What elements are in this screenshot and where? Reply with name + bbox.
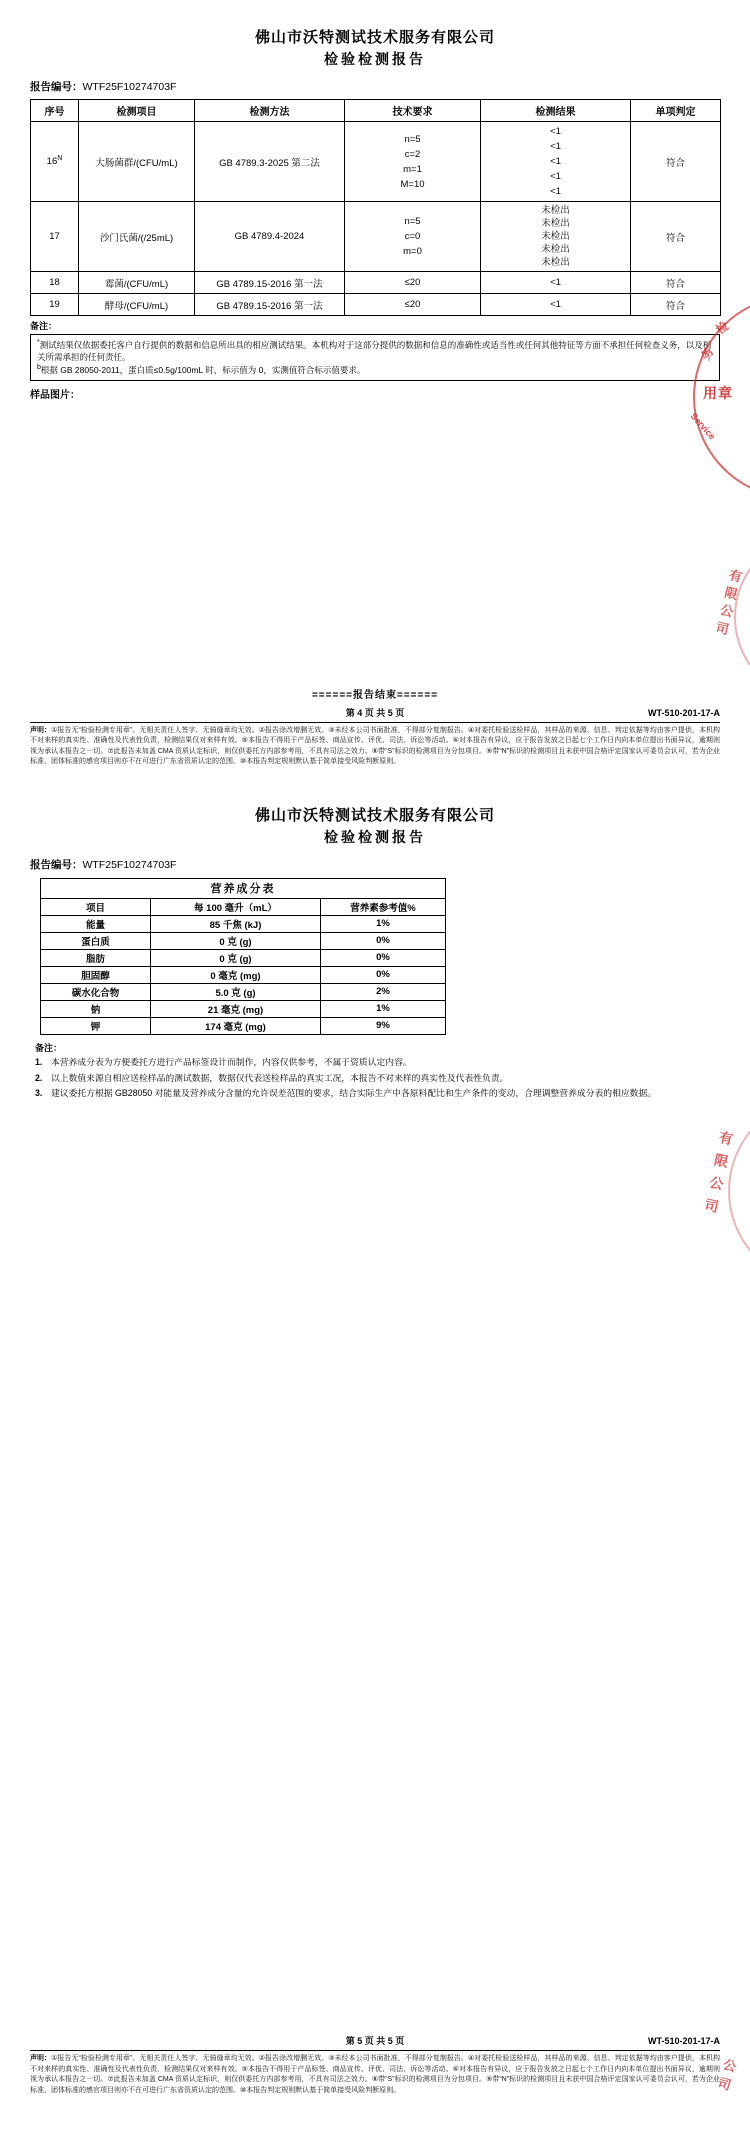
nutrient-name: 脂肪 — [41, 949, 151, 966]
page-number: 第 5 页 共 5 页 — [345, 2036, 405, 2047]
col-header-method: 检测方法 — [195, 100, 345, 122]
cell-item: 大肠菌群/(CFU/mL) — [79, 122, 195, 202]
nutrient-name: 能量 — [41, 915, 151, 932]
company-name: 佛山市沃特测试技术服务有限公司 — [254, 29, 495, 46]
cell-requirement: ≤20 — [345, 272, 481, 294]
note-1-text: 测试结果仅依据委托客户自行提供的数据和信息所出具的相应测试结果。本机构对于这部分提供的数据和信息的准确性或适当性或任何其他特征等方面不承担任何检查义务，以及相关所需承担的任何责任。 — [37, 339, 712, 363]
report-number-label: 报告编号： — [30, 858, 83, 871]
note-number: 1. — [35, 1057, 43, 1068]
nutrition-notes — [35, 1042, 715, 1100]
footer-divider — [30, 2050, 720, 2051]
note-line-1 — [37, 338, 713, 363]
note-2-marker: b — [37, 364, 41, 372]
nutrition-row-carbohydrate — [41, 983, 446, 1000]
report-number-value: WTF25F10274703F — [82, 858, 177, 871]
table-row-19 — [31, 294, 721, 316]
result-lines: <1 <1 <1 <1 <1 — [550, 126, 561, 197]
note-line-1 — [35, 1056, 715, 1068]
stamp-company-text: 有限公司 — [711, 567, 744, 641]
note-line-2 — [35, 1072, 715, 1084]
report-end-text: ======报告结束====== — [311, 689, 439, 701]
sample-image-label: 样品图片： — [30, 389, 80, 401]
col-header-verdict: 单项判定 — [631, 100, 721, 122]
result-lines: 未检出 未检出 未检出 未检出 未检出 — [541, 205, 570, 268]
cell-result — [481, 122, 631, 202]
cell-verdict: 符合 — [631, 202, 721, 272]
statement-body: ①报告无“检验检测专用章”、无相关责任人签字、无骑缝章均无效。②报告涂改增删无效。③未经本公司书面批准，不得部分复制报告。④对委托检验送检样品，其样品的来源、信息、判定依据等均由客户提供，本机构不对来样的真实性、准确性及代表性负责，检测结果仅对来样有效。⑤本报告不得用于产品标签、商品宣传、评优、司法、诉讼等活动。⑥对本报告有异议，应于报告发放之日起七个工作日内向本单位提出书面异议，逾期则视为承认本报告之一切。⑦此报告未加盖 CMA 资质认定标识，则仅供委托方内部参考用，不具有司法之效力。⑧带“S”标识的检测项目为分包项目。⑨带“N”标识的检测项目且未获中国合格评定国家认可委员会认可，若为企业标准、团体标准的感官项目则亦不在可进行广东省资质认定的范围。⑩本报告判定规则默认基于简单接受风险判断原则。 — [30, 726, 721, 766]
note-line-2 — [37, 363, 713, 376]
cell-method: GB 4789.3-2025 第二法 — [195, 122, 345, 202]
cell-seq: 19 — [31, 294, 79, 316]
statement-label: 声明： — [30, 2055, 52, 2063]
statement-text — [30, 2054, 720, 2096]
nutrient-name: 碳水化合物 — [41, 983, 151, 1000]
page-footer — [0, 2035, 750, 2048]
requirement-lines: n=5 c=0 m=0 — [403, 216, 422, 257]
stamp-company-text: 有限公司 — [700, 1129, 736, 1223]
nutrition-header-row — [41, 898, 446, 915]
nutrition-table — [40, 878, 446, 1035]
doc-code: WT-510-201-17-A — [647, 2036, 720, 2047]
cell-verdict: 符合 — [631, 294, 721, 316]
nutrient-name: 胆固醇 — [41, 966, 151, 983]
cell-item: 沙门氏菌/(/25mL) — [79, 202, 195, 272]
nutrient-nrv: 0% — [321, 932, 446, 949]
col-header-seq: 序号 — [31, 100, 79, 122]
cell-seq: 18 — [31, 272, 79, 294]
nutrient-value: 174 毫克 (mg) — [151, 1017, 321, 1034]
cell-verdict: 符合 — [631, 272, 721, 294]
stamp-arc-char: 检 — [713, 318, 732, 338]
statement-text — [30, 726, 720, 768]
report-page-5 — [0, 808, 750, 2097]
nutrition-row-protein — [41, 932, 446, 949]
table-row-16 — [31, 122, 721, 202]
blank-area — [0, 1102, 750, 2030]
seq-number: 16 — [46, 156, 58, 168]
note-text: 本营养成分表为方便委托方进行产品标签设计而制作，内容仅供参考，不属于资质认定内容。 — [51, 1057, 412, 1068]
seq-superscript: N — [57, 155, 63, 163]
doc-code: WT-510-201-17-A — [647, 707, 720, 718]
report-page-4 — [0, 0, 750, 768]
cell-result: <1 — [481, 272, 631, 294]
col-header-requirement: 技术要求 — [345, 100, 481, 122]
report-number-label: 报告编号： — [30, 81, 83, 93]
page-gap — [0, 768, 750, 808]
nutrition-col-item: 项目 — [41, 898, 151, 915]
stamp-latin-text: Service — [688, 411, 718, 442]
nutrient-nrv: 1% — [321, 915, 446, 932]
cell-method: GB 4789.15-2016 第一法 — [195, 272, 345, 294]
cell-item: 酵母/(CFU/mL) — [79, 294, 195, 316]
nutrient-value: 21 毫克 (mg) — [151, 1000, 321, 1017]
nutrition-title-row — [41, 878, 446, 898]
page-footer — [0, 707, 750, 720]
note-1-marker: * — [37, 339, 40, 346]
nutrient-value: 0 克 (g) — [151, 949, 321, 966]
notes-box — [30, 334, 720, 381]
report-title: 检验检测报告 — [324, 51, 426, 67]
note-text: 建议委托方根据 GB28050 对能量及营养成分含量的允许误差范围的要求，结合实际生产中各原料配比和生产条件的变动，合理调整营养成分表的相应数据。 — [51, 1087, 657, 1098]
nutrition-col-per100ml: 每 100 毫升（mL） — [151, 898, 321, 915]
nutrition-row-potassium — [41, 1017, 446, 1034]
note-2-text: 根据 GB 28050-2011，蛋白质≤0.5g/100mL 时，标示值为 0，实测值符合标示值要求。 — [40, 365, 366, 376]
cell-result — [481, 202, 631, 272]
nutrient-nrv: 2% — [321, 983, 446, 1000]
col-header-item: 检测项目 — [79, 100, 195, 122]
cell-requirement — [345, 202, 481, 272]
nutrient-name: 蛋白质 — [41, 932, 151, 949]
nutrient-value: 5.0 克 (g) — [151, 983, 321, 1000]
nutrient-nrv: 0% — [321, 949, 446, 966]
nutrition-row-cholesterol — [41, 966, 446, 983]
report-number-line — [30, 859, 720, 872]
nutrition-row-energy — [41, 915, 446, 932]
page-number: 第 4 页 共 5 页 — [345, 707, 405, 718]
footer-divider — [30, 722, 720, 723]
nutrition-col-nrv: 营养素参考值% — [321, 898, 446, 915]
cell-item: 霉菌/(CFU/mL) — [79, 272, 195, 294]
note-text: 以上数值来源自相应送检样品的测试数据，数据仅代表送检样品的真实工况，本报告不对来样的真实性及代表性负责。 — [51, 1072, 509, 1083]
cell-result: <1 — [481, 294, 631, 316]
report-number-line — [30, 81, 720, 94]
nutrient-nrv: 1% — [321, 1000, 446, 1017]
nutrient-nrv: 9% — [321, 1017, 446, 1034]
stamp-center-text: 用章 — [703, 385, 733, 401]
results-header-row — [31, 100, 721, 122]
stamp-company-text: 公司 — [713, 2056, 738, 2098]
notes-label: 备注： — [30, 321, 58, 331]
report-title: 检验检测报告 — [324, 828, 426, 845]
col-header-result: 检测结果 — [481, 100, 631, 122]
cell-seq: 17 — [31, 202, 79, 272]
nutrient-value: 0 毫克 (mg) — [151, 966, 321, 983]
cell-requirement — [345, 122, 481, 202]
cell-method: GB 4789.4-2024 — [195, 202, 345, 272]
nutrient-nrv: 0% — [321, 966, 446, 983]
stamp-arc-char: 务 — [698, 344, 717, 363]
nutrition-title: 营养成分表 — [41, 878, 446, 898]
cell-verdict: 符合 — [631, 122, 721, 202]
table-row-18 — [31, 272, 721, 294]
nutrient-name: 钾 — [41, 1017, 151, 1034]
nutrient-name: 钠 — [41, 1000, 151, 1017]
statement-body: ①报告无“检验检测专用章”、无相关责任人签字、无骑缝章均无效。②报告涂改增删无效。③未经本公司书面批准，不得部分复制报告。④对委托检验送检样品，其样品的来源、信息、判定依据等均由客户提供，本机构不对来样的真实性、准确性及代表性负责，检测结果仅对来样有效。⑤本报告不得用于产品标签、商品宣传、评优、司法、诉讼等活动。⑥对本报告有异议，应于报告发放之日起七个工作日内向本单位提出书面异议，逾期则视为承认本报告之一切。⑦此报告未加盖 CMA 资质认定标识，则仅供委托方内部参考用，不具有司法之效力。⑧带“S”标识的检测项目为分包项目。⑨带“N”标识的检测项目且未获中国合格评定国家认可委员会认可，若为企业标准、团体标准的感官项目则亦不在可进行广东省资质认定的范围。⑩本报告判定规则默认基于简单接受风险判断原则。 — [30, 2055, 721, 2094]
note-line-3 — [35, 1087, 715, 1099]
cell-method: GB 4789.15-2016 第一法 — [195, 294, 345, 316]
note-number: 3. — [35, 1087, 43, 1098]
company-name: 佛山市沃特测试技术服务有限公司 — [254, 806, 495, 824]
table-row-17 — [31, 202, 721, 272]
nutrient-value: 0 克 (g) — [151, 932, 321, 949]
cell-requirement: ≤20 — [345, 294, 481, 316]
nutrient-value: 85 千焦 (kJ) — [151, 915, 321, 932]
note-number: 2. — [35, 1072, 43, 1083]
cell-seq — [31, 122, 79, 202]
sample-image-area — [0, 402, 750, 690]
nutrition-row-sodium — [41, 1000, 446, 1017]
nutrition-row-fat — [41, 949, 446, 966]
requirement-lines: n=5 c=2 m=1 M=10 — [400, 133, 425, 190]
statement-label: 声明： — [30, 726, 52, 734]
notes-label: 备注： — [35, 1042, 63, 1053]
report-number-value: WTF25F10274703F — [82, 81, 177, 93]
results-table — [30, 99, 721, 316]
